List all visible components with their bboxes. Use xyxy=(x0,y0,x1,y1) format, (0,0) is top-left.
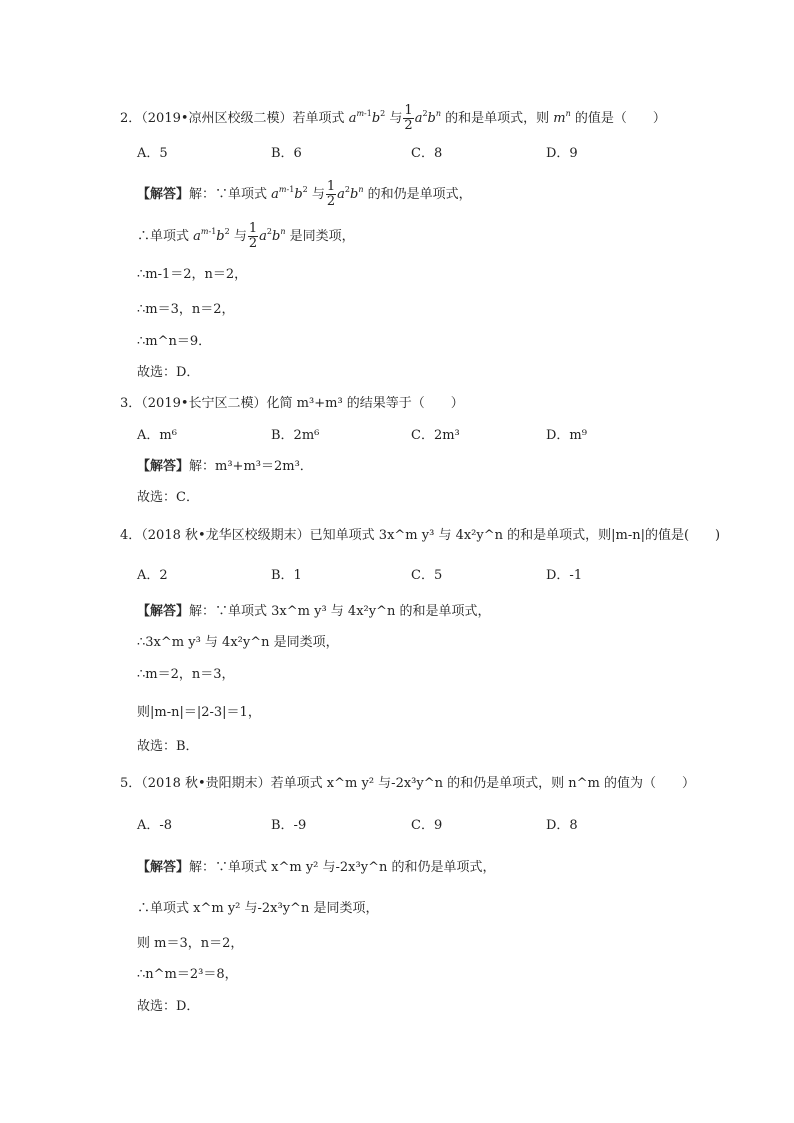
solution-text: 的和仍是单项式， xyxy=(363,187,472,202)
solution-line: 【解答】解：∵单项式 $a^{m-1}b^2$ 与 $\frac{1}{2}$ $a^2b^n$ 的和仍是单项式， xyxy=(137,179,472,209)
question-number: 5． xyxy=(120,776,142,791)
question-number: 4． xyxy=(120,528,142,543)
option-c: C．8 xyxy=(411,146,443,161)
question-number: 2． xyxy=(120,111,142,126)
option-c: C．9 xyxy=(411,818,443,833)
option-b: B．-9 xyxy=(271,818,307,833)
answer-tag: 【解答】 xyxy=(137,459,190,474)
fraction-one-half: $\frac{1}{2}$ xyxy=(326,179,336,209)
solution-text: ∴单项式 xyxy=(137,229,194,244)
solution-text: 与 xyxy=(229,229,247,244)
option-d: D．-1 xyxy=(546,568,583,583)
stem-text: 与 xyxy=(385,111,403,126)
question-3 xyxy=(120,395,464,413)
option-d: D．m⁹ xyxy=(546,428,587,443)
solution-text: 解：∵单项式 x^m y² 与-2x³y^n 的和仍是单项式， xyxy=(189,860,496,875)
question-source: （2018 秋•龙华区校级期末） xyxy=(141,528,310,543)
question-4 xyxy=(120,527,720,545)
solution-text: 解：∵单项式 3x^m y³ 与 4x²y^n 的和是单项式， xyxy=(189,604,491,619)
solution-line xyxy=(137,603,490,621)
stem-text: 已知单项式 3x^m y³ 与 4x²y^n 的和是单项式，则|m-n|的值是( ) xyxy=(309,528,721,543)
solution-text: 解：∵单项式 xyxy=(189,187,272,202)
solution-line: ∴m＝3，n＝2， xyxy=(137,302,235,317)
option-b: B．6 xyxy=(271,146,302,161)
option-c: C．5 xyxy=(411,568,443,583)
question-number: 3． xyxy=(120,396,142,411)
option-d: D．9 xyxy=(546,146,578,161)
option-a: A．2 xyxy=(137,568,168,583)
option-a: A．m⁶ xyxy=(137,428,177,443)
solution-line xyxy=(137,859,495,877)
question-source: （2019•凉州区校级二模） xyxy=(141,111,293,126)
solution-line: ∴n^m＝2³＝8， xyxy=(137,967,238,982)
solution-line: ∴单项式 $a^{m-1}b^2$ 与 $\frac{1}{2}$ $a^2b^n$ 是同类项， xyxy=(137,221,355,251)
solution-line: ∴m＝2，n＝3， xyxy=(137,667,235,682)
solution-line: ∴3x^m y³ 与 4x²y^n 是同类项， xyxy=(137,635,339,650)
stem-text: 若单项式 x^m y² 与-2x³y^n 的和仍是单项式，则 n^m 的值为（ ） xyxy=(270,776,695,791)
solution-text: 与 xyxy=(307,187,325,202)
option-d: D．8 xyxy=(546,818,578,833)
solution-line: 故选：D． xyxy=(137,999,200,1014)
stem-text: 化简 m³+m³ 的结果等于（ ） xyxy=(266,396,464,411)
solution-line: 则|m-n|＝|2-3|＝1， xyxy=(137,705,261,720)
stem-text: 的值是（ ） xyxy=(570,111,666,126)
stem-text: 的和是单项式，则 xyxy=(441,111,554,126)
stem-text: 若单项式 xyxy=(292,111,349,126)
question-2: 2．（2019•凉州区校级二模）若单项式 $a^{m-1}b^2$ 与 $\frac{1}{2}$ $a^2b^n$ 的和是单项式，则 $m^n$ 的值是（ ） xyxy=(120,103,666,133)
solution-line: ∴单项式 x^m y² 与-2x³y^n 是同类项， xyxy=(137,901,379,916)
fraction-one-half: $\frac{1}{2}$ xyxy=(248,221,258,251)
option-a: A．-8 xyxy=(137,818,173,833)
solution-text: 解：m³+m³＝2m³． xyxy=(189,459,313,474)
solution-line: 故选：D． xyxy=(137,365,200,380)
solution-text: 是同类项， xyxy=(285,229,355,244)
solution-line xyxy=(137,458,313,476)
answer-tag: 【解答】 xyxy=(137,187,190,202)
solution-line: ∴m^n＝9． xyxy=(137,334,212,349)
option-b: B．1 xyxy=(271,568,302,583)
question-source: （2019•长宁区二模） xyxy=(141,396,267,411)
solution-line: ∴m-1＝2，n＝2， xyxy=(137,267,248,282)
solution-line: 故选：B． xyxy=(137,739,199,754)
answer-tag: 【解答】 xyxy=(137,604,190,619)
question-source: （2018 秋•贵阳期末） xyxy=(141,776,271,791)
option-a: A．5 xyxy=(137,146,168,161)
option-c: C．2m³ xyxy=(411,428,460,443)
answer-tag: 【解答】 xyxy=(137,860,190,875)
solution-line: 则 m＝3，n＝2， xyxy=(137,936,244,951)
solution-line: 故选：C． xyxy=(137,490,199,505)
question-5 xyxy=(120,775,695,793)
fraction-one-half: $\frac{1}{2}$ xyxy=(404,103,413,133)
option-b: B．2m⁶ xyxy=(271,428,320,443)
